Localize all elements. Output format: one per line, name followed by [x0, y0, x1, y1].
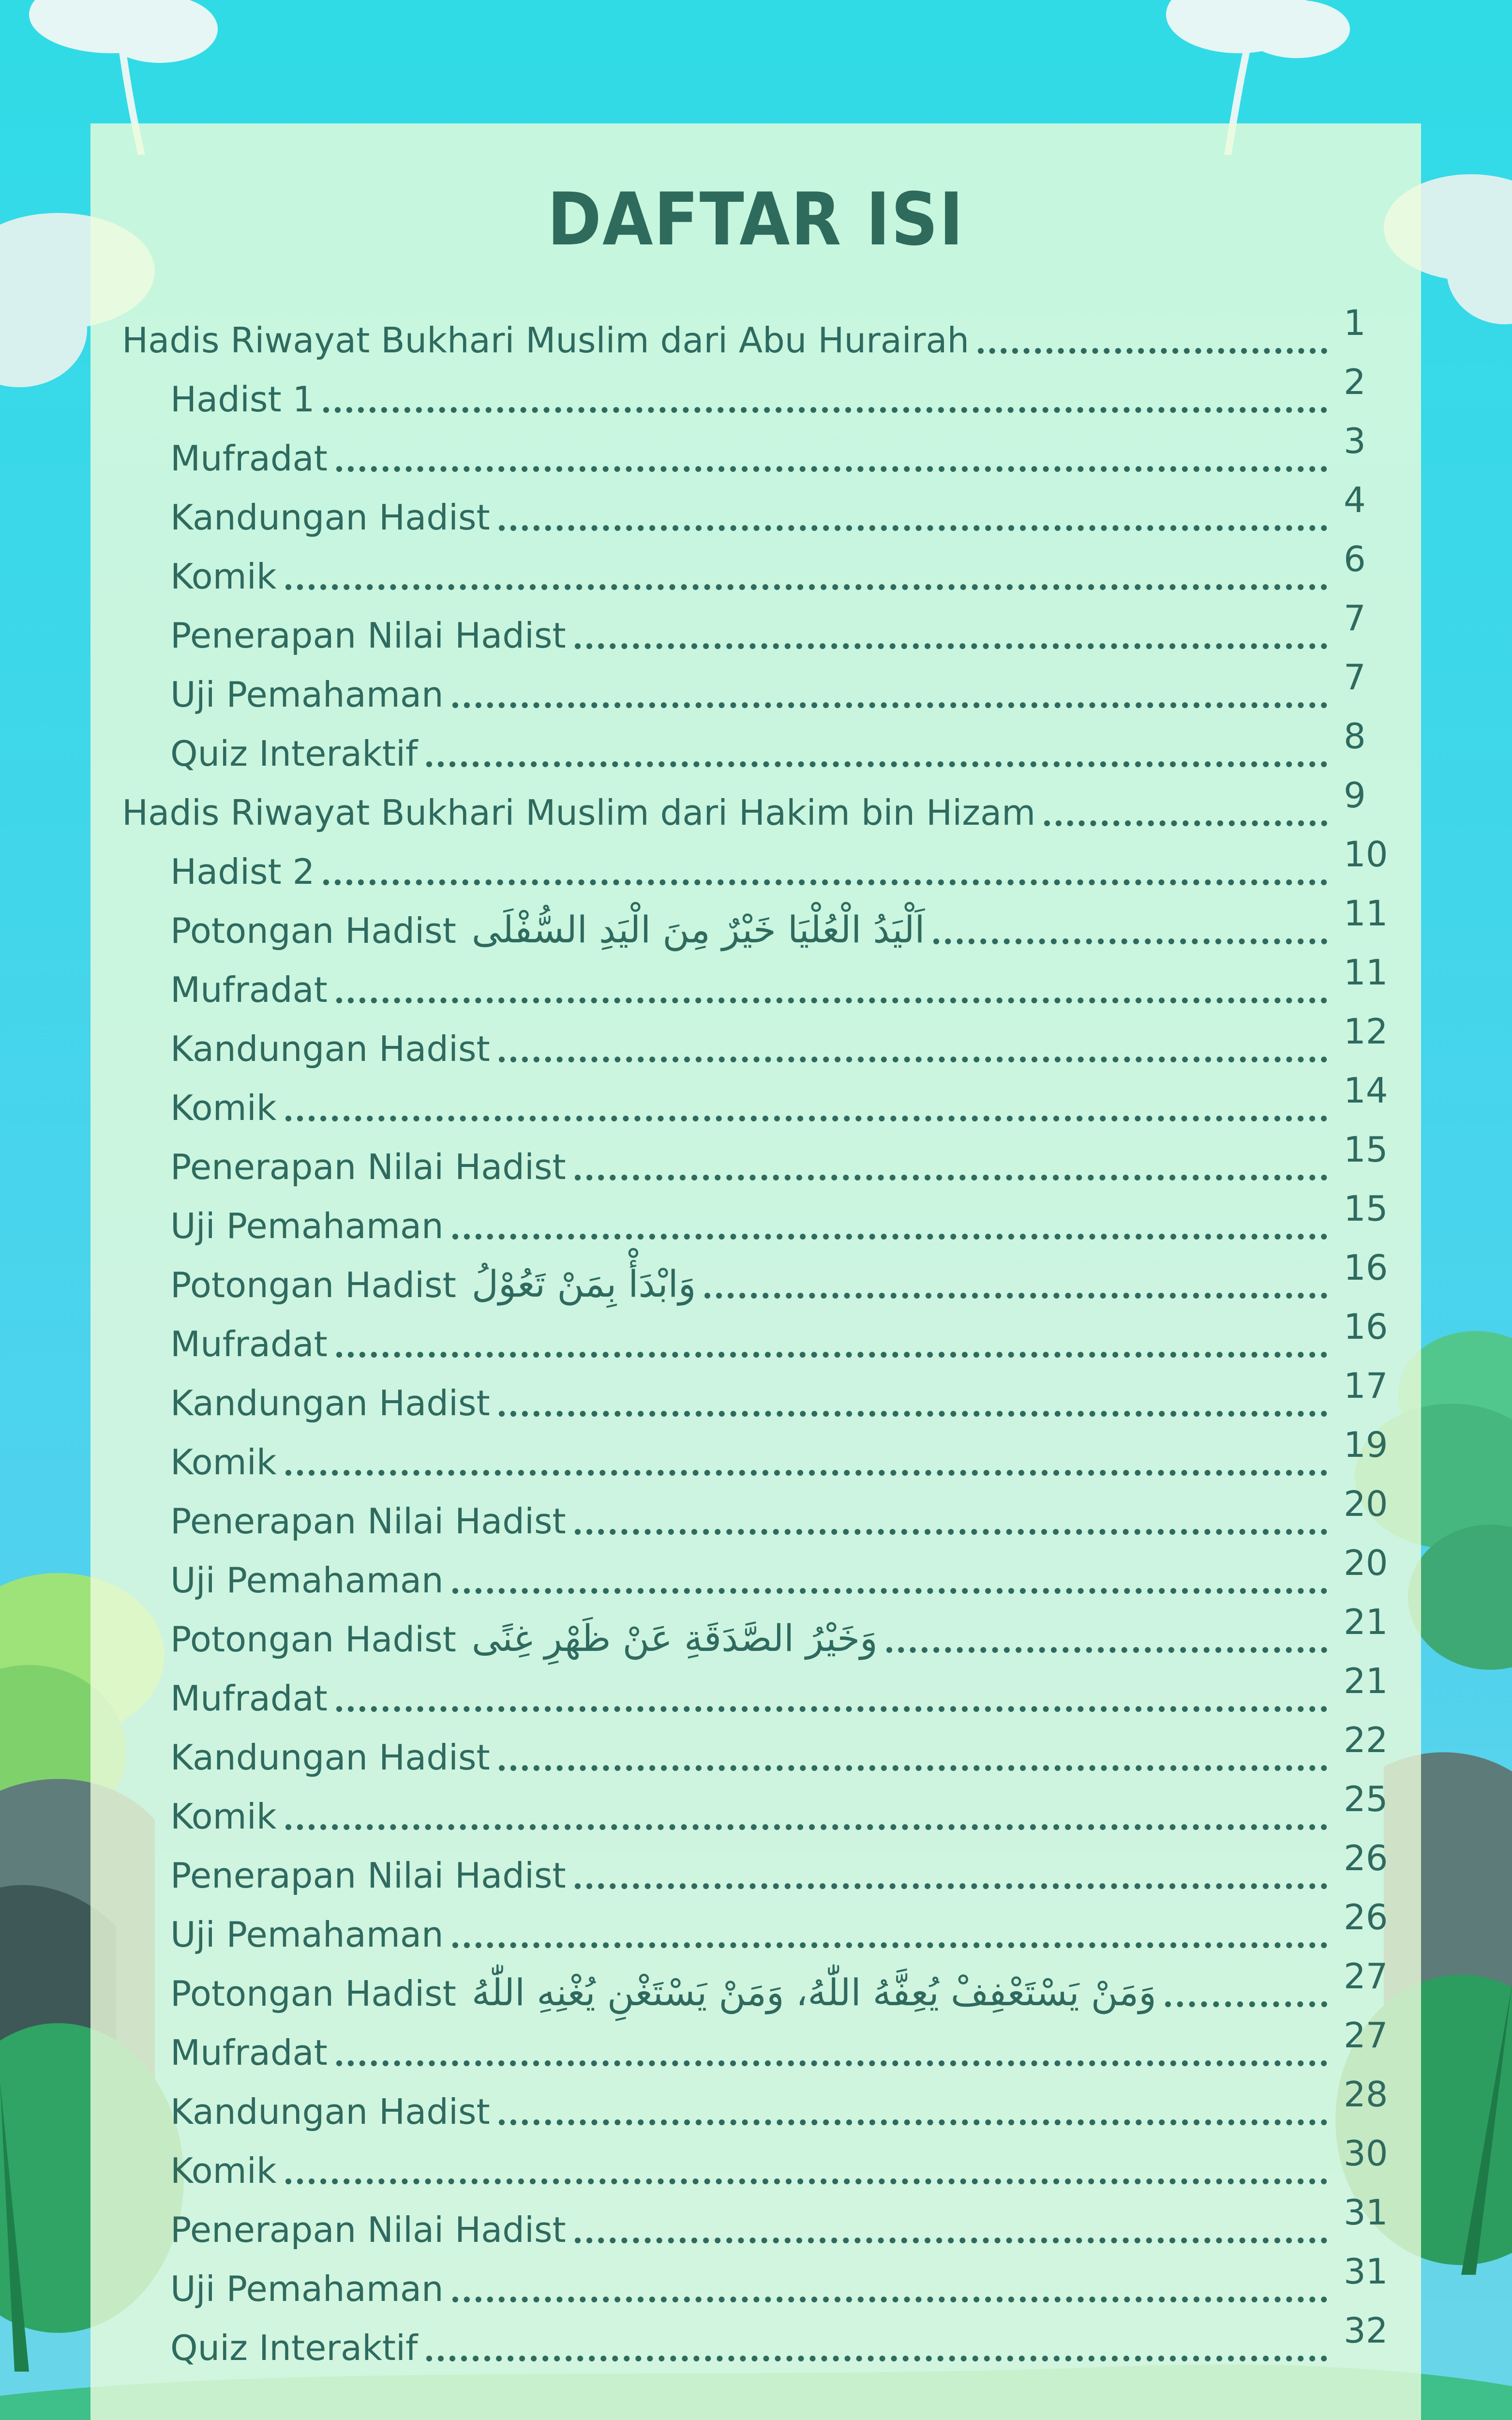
toc-entry-label: Penerapan Nilai Hadist [170, 1501, 566, 1542]
toc-entry[interactable] [170, 1847, 1334, 1896]
toc-entry[interactable] [170, 1729, 1334, 1778]
toc-entry[interactable] [170, 371, 1334, 420]
toc-entry[interactable] [170, 2143, 1334, 2191]
toc-entry[interactable] [170, 666, 1334, 715]
toc-entry[interactable] [170, 1966, 1334, 2014]
toc-entry-label: Komik [170, 2150, 277, 2191]
toc-page-number: 30 [1344, 2133, 1388, 2174]
toc-entry-label: Uji Pemahaman [170, 1206, 444, 1246]
toc-entry[interactable] [170, 1316, 1334, 1364]
toc-entry[interactable] [170, 1670, 1334, 1719]
toc-page-number: 16 [1344, 1247, 1388, 1288]
dot-leader [452, 1588, 1327, 1594]
toc-entry-label: Kandungan Hadist [170, 497, 490, 538]
dot-leader [285, 1116, 1327, 1121]
toc-page-number: 14 [1344, 1070, 1388, 1111]
toc-entry-label: Uji Pemahaman [170, 1560, 444, 1601]
toc-page-number: 9 [1344, 775, 1366, 816]
toc-entry-label: Potongan Hadist [170, 1265, 456, 1305]
dot-leader [886, 1647, 1327, 1653]
toc-entry[interactable] [170, 1139, 1334, 1187]
dot-leader [575, 1175, 1327, 1180]
dot-leader [575, 1529, 1327, 1535]
toc-entry-label: Mufradat [170, 2032, 328, 2073]
toc-entry[interactable] [170, 1257, 1334, 1305]
toc-entry[interactable] [170, 1906, 1334, 1955]
dot-leader [336, 998, 1327, 1003]
dot-leader [1165, 2001, 1327, 2007]
toc-page-number: 8 [1344, 716, 1366, 756]
toc-entry[interactable] [170, 1434, 1334, 1482]
dot-leader [704, 1293, 1327, 1299]
toc-page-number: 16 [1344, 1306, 1388, 1347]
toc-entry-label: Hadis Riwayat Bukhari Muslim dari Abu Hurairah [122, 320, 970, 361]
toc-entry-label: Quiz Interaktif [170, 733, 418, 774]
toc-page-number: 21 [1344, 1661, 1388, 1701]
toc-page-number: 10 [1344, 834, 1388, 875]
dot-leader [933, 938, 1327, 944]
toc-entry[interactable] [170, 1552, 1334, 1601]
toc-entry-label: Mufradat [170, 1324, 328, 1364]
toc-entry-arabic: وَخَيْرُ الصَّدَقَةِ عَنْ ظَهْرِ غِنًى [471, 1617, 878, 1660]
toc-entry-label: Potongan Hadist [170, 1619, 456, 1660]
toc-page-number: 32 [1344, 2310, 1388, 2351]
dot-leader [426, 761, 1327, 767]
toc-page-number: 12 [1344, 1011, 1388, 1052]
toc-entry-label: Komik [170, 1442, 277, 1482]
toc-entry-label: Kandungan Hadist [170, 2091, 490, 2132]
toc-entry[interactable] [170, 489, 1334, 538]
toc-entry-label: Komik [170, 556, 277, 597]
dot-leader [426, 2356, 1327, 2361]
toc-page-number: 1 [1344, 302, 1366, 343]
toc-entry-label: Hadist 2 [170, 851, 315, 892]
toc-page-number: 7 [1344, 598, 1366, 638]
dot-leader [575, 2238, 1327, 2243]
dot-leader [499, 2119, 1327, 2125]
toc-entry[interactable] [122, 312, 1334, 361]
toc-entry[interactable] [170, 1788, 1334, 1837]
toc-entry[interactable] [170, 2320, 1334, 2368]
dot-leader [285, 584, 1327, 590]
toc-page-number: 20 [1344, 1483, 1388, 1524]
page-title: DAFTAR ISI [547, 178, 964, 262]
toc-page-number: 6 [1344, 539, 1366, 579]
toc-entry-label: Penerapan Nilai Hadist [170, 1147, 566, 1187]
toc-page-number: 15 [1344, 1129, 1388, 1170]
toc-entry-label: Potongan Hadist [170, 1973, 456, 2014]
toc-entry-label: Penerapan Nilai Hadist [170, 615, 566, 656]
toc-entry-arabic: وَابْدَأْ بِمَنْ تَعُوْلُ [471, 1262, 696, 1305]
toc-entry[interactable] [170, 2084, 1334, 2132]
dot-leader [1044, 820, 1327, 826]
dot-leader [499, 525, 1327, 531]
toc-entry[interactable] [170, 903, 1334, 951]
toc-list [90, 123, 1421, 2420]
toc-entry-label: Uji Pemahaman [170, 2269, 444, 2309]
dot-leader [452, 1234, 1327, 1240]
toc-entry-label: Hadist 1 [170, 379, 315, 420]
toc-page-number: 7 [1344, 657, 1366, 697]
toc-entry-arabic: وَمَنْ يَسْتَعْفِفْ يُعِفَّهُ اللّٰهُ، وَمَنْ يَسْتَغْنِ يُغْنِهِ اللّٰهُ [471, 1971, 1156, 2014]
dot-leader [336, 2060, 1327, 2066]
toc-entry-label: Potongan Hadist [170, 910, 456, 951]
dot-leader [336, 466, 1327, 472]
dot-leader [452, 2297, 1327, 2302]
dot-leader [499, 1411, 1327, 1417]
toc-page-number: 15 [1344, 1188, 1388, 1229]
dot-leader [575, 1883, 1327, 1889]
dot-leader [336, 1706, 1327, 1712]
toc-entry[interactable] [170, 2202, 1334, 2250]
toc-entry-label: Kandungan Hadist [170, 1028, 490, 1069]
toc-entry-arabic: اَلْيَدُ الْعُلْيَا خَيْرٌ مِنَ الْيَدِ السُّفْلَى [471, 908, 925, 951]
toc-entry[interactable] [170, 1611, 1334, 1660]
dot-leader [978, 348, 1327, 354]
toc-page-number: 11 [1344, 952, 1388, 993]
dot-leader [499, 1765, 1327, 1771]
toc-page-number: 28 [1344, 2074, 1388, 2115]
toc-page-number: 27 [1344, 2015, 1388, 2056]
toc-page-number: 20 [1344, 1543, 1388, 1583]
dot-leader [323, 879, 1327, 885]
dot-leader [452, 1942, 1327, 1948]
toc-entry-label: Hadis Riwayat Bukhari Muslim dari Hakim bin Hizam [122, 792, 1036, 833]
dot-leader [575, 643, 1327, 649]
toc-page-number: 26 [1344, 1838, 1388, 1878]
toc-entry[interactable] [170, 1198, 1334, 1246]
toc-page-number: 26 [1344, 1897, 1388, 1937]
toc-entry[interactable] [170, 2261, 1334, 2309]
toc-entry-label: Uji Pemahaman [170, 674, 444, 715]
toc-entry-label: Penerapan Nilai Hadist [170, 2209, 566, 2250]
toc-entry-label: Kandungan Hadist [170, 1383, 490, 1423]
toc-entry[interactable] [170, 607, 1334, 656]
dot-leader [285, 2178, 1327, 2184]
toc-page-number: 19 [1344, 1424, 1388, 1465]
toc-page-number: 2 [1344, 362, 1366, 402]
toc-entry[interactable] [170, 430, 1334, 479]
toc-entry[interactable] [170, 962, 1334, 1010]
toc-entry[interactable] [170, 548, 1334, 597]
toc-entry[interactable] [170, 1375, 1334, 1423]
toc-entry-label: Quiz Interaktif [170, 2328, 418, 2368]
toc-entry-label: Mufradat [170, 438, 328, 479]
toc-entry-label: Kandungan Hadist [170, 1737, 490, 1778]
toc-page-number: 4 [1344, 480, 1366, 520]
toc-entry-label: Mufradat [170, 1678, 328, 1719]
toc-entry-label: Uji Pemahaman [170, 1914, 444, 1955]
toc-page-number: 17 [1344, 1365, 1388, 1406]
toc-entry-label: Komik [170, 1796, 277, 1837]
dot-leader [499, 1057, 1327, 1062]
toc-entry[interactable] [170, 1493, 1334, 1542]
toc-panel [90, 123, 1421, 2420]
toc-entry-label: Penerapan Nilai Hadist [170, 1855, 566, 1896]
toc-entry[interactable] [122, 785, 1334, 833]
toc-page-number: 22 [1344, 1720, 1388, 1760]
toc-entry[interactable] [170, 726, 1334, 774]
toc-entry[interactable] [170, 1021, 1334, 1069]
toc-page-number: 31 [1344, 2251, 1388, 2292]
toc-page-number: 11 [1344, 893, 1388, 934]
toc-entry-label: Mufradat [170, 969, 328, 1010]
toc-page-number: 21 [1344, 1602, 1388, 1642]
dot-leader [285, 1470, 1327, 1476]
toc-entry[interactable] [170, 1080, 1334, 1128]
toc-page-number: 3 [1344, 421, 1366, 461]
toc-page-number: 27 [1344, 1956, 1388, 1996]
dot-leader [452, 702, 1327, 708]
toc-page-number: 25 [1344, 1779, 1388, 1819]
toc-page-number: 31 [1344, 2192, 1388, 2233]
toc-entry-label: Komik [170, 1088, 277, 1128]
toc-entry[interactable] [170, 844, 1334, 892]
dot-leader [336, 1352, 1327, 1358]
dot-leader [323, 407, 1327, 413]
toc-entry[interactable] [170, 2025, 1334, 2073]
dot-leader [285, 1824, 1327, 1830]
